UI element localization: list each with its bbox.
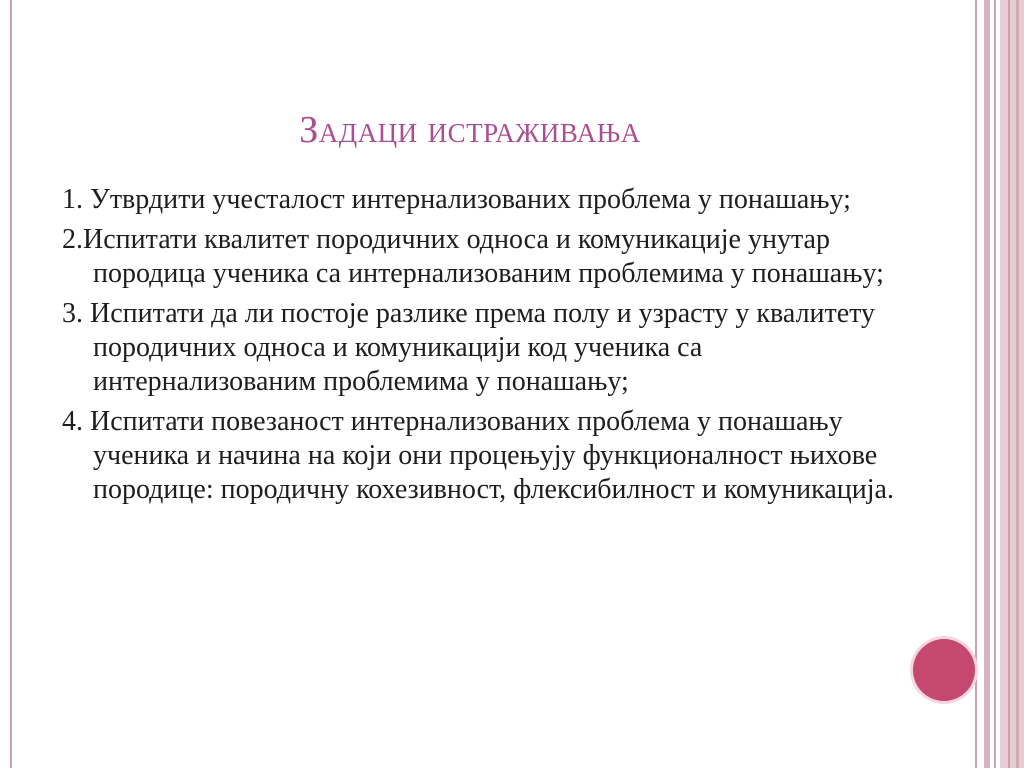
right-border-stripe: [994, 0, 996, 768]
right-border-stripe: [984, 0, 990, 768]
task-item: 3. Испитати да ли постоје разлике према полу и узрасту у квалитету породичних односа и комуникацији код ученика са интернализованим проблемима у понашању;: [62, 298, 876, 397]
decorative-circle: [913, 639, 975, 701]
task-item: 4. Испитати повезаност интернализованих проблема у понашању ученика и начина на који они процењују функционалност њихове породице: породичну кохезивност, флексибилност и комуникација.: [62, 406, 894, 505]
slide-title: Задаци истраживања: [299, 109, 641, 151]
right-border-stripe: [975, 0, 977, 768]
task-list: [62, 183, 902, 513]
right-border-stripe: [1008, 0, 1010, 768]
task-item: 1. Утврдити учесталост интернализованих проблема у понашању;: [62, 184, 851, 215]
task-item: 2.Испитати квалитет породичних односа и комуникације унутар породица ученика са интернализованим проблемима у понашању;: [62, 224, 884, 289]
right-border-stripe: [1016, 0, 1019, 768]
right-border-stripe: [1000, 0, 1024, 768]
